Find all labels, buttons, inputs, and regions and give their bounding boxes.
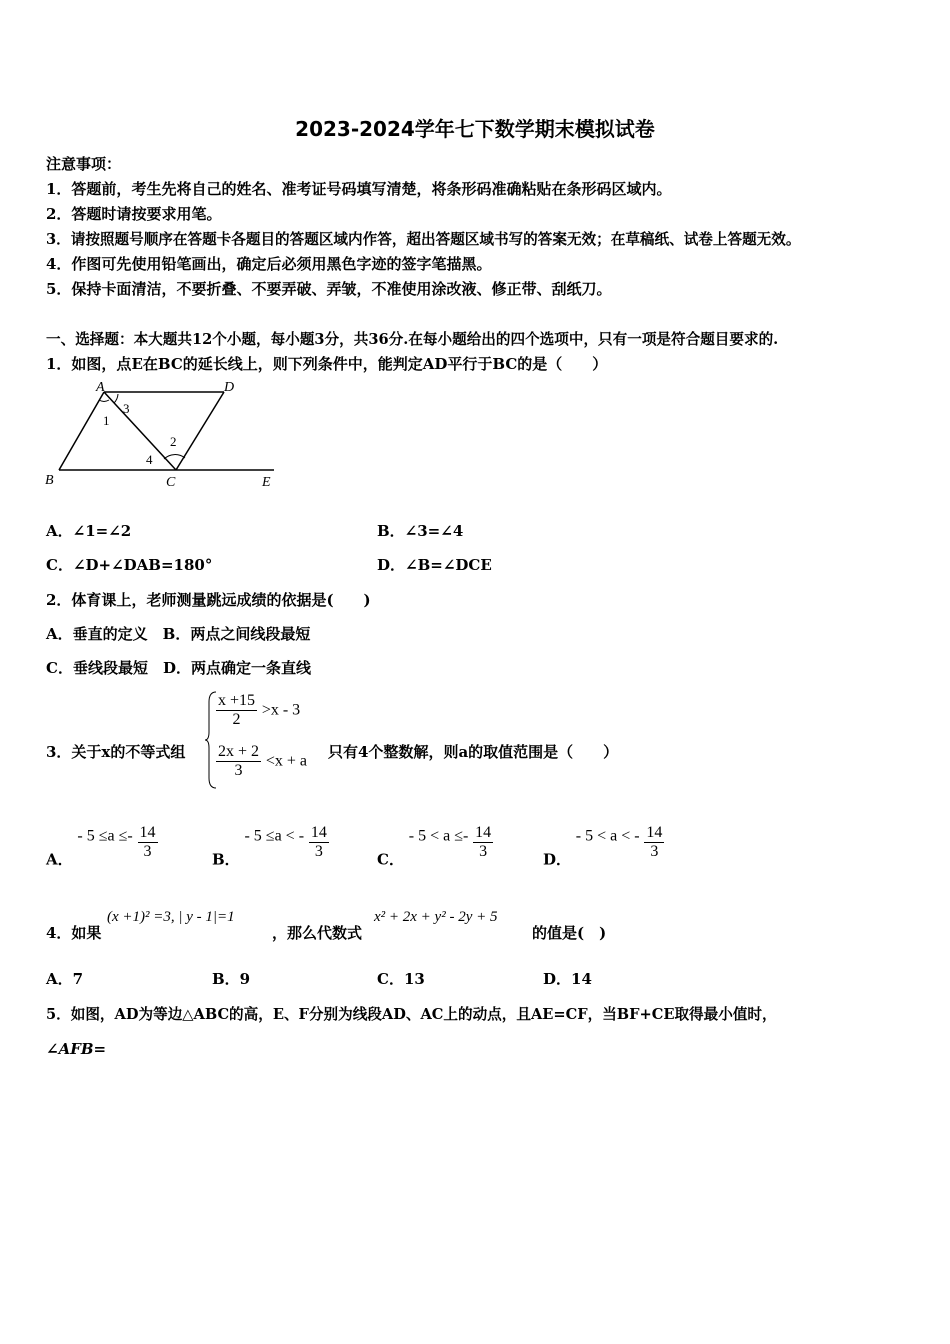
question-4-condition: (x +1)² =3, | y - 1|=1: [107, 909, 235, 925]
figure-angle-2: 2: [170, 434, 177, 449]
notice-heading: 注意事项：: [46, 155, 122, 173]
figure-label-e: E: [262, 475, 271, 490]
question-3-suffix: 只有4个整数解，则a的取值范围是（ ）: [328, 743, 619, 761]
question-1-option-a: A．∠1=∠2: [46, 522, 132, 540]
question-2-stem: 2．体育课上，老师测量跳远成绩的依据是( ): [46, 591, 371, 609]
question-4-option-b: B．9: [212, 970, 251, 988]
question-4-option-a: A．7: [46, 970, 84, 988]
question-4-suffix: 的值是( ): [532, 924, 607, 942]
inequality-1: $\frac{x +15}{2}$ >x - 3: [218, 692, 301, 728]
question-2-options-row2: C．垂线段最短 D．两点确定一条直线: [46, 659, 311, 677]
question-3-option-b: B． - 5 ≤a < - $\frac{14}{3}$: [212, 824, 327, 869]
question-3-option-c: C． - 5 < a ≤- $\frac{14}{3}$: [377, 824, 492, 869]
notice-item: 3．请按照题号顺序在答题卡各题目的答题区域内作答，超出答题区域书写的答案无效；在草稿纸、试卷上答题无效。: [46, 231, 801, 248]
question-2-options-row1: A．垂直的定义 B．两点之间线段最短: [46, 625, 311, 643]
question-4-mid: ，那么代数式: [272, 924, 363, 942]
question-1-option-d: D．∠B=∠DCE: [377, 556, 492, 574]
question-5-stem-line2: ∠AFB=: [46, 1040, 107, 1058]
question-3-prefix: 3．关于x的不等式组: [46, 743, 186, 761]
figure-label-b: B: [45, 473, 54, 488]
page-title: 2023-2024学年七下数学期末模拟试卷: [295, 117, 655, 141]
inequality-2: $\frac{2x + 2}{3}$ <x + a: [218, 743, 307, 779]
figure-angle-4: 4: [146, 452, 153, 467]
notice-item: 1．答题前，考生先将自己的姓名、准考证号码填写清楚，将条形码准确粘贴在条形码区域内。: [46, 180, 672, 198]
question-4-prefix: 4．如果: [46, 924, 102, 942]
figure-label-a: A: [96, 380, 105, 395]
question-1-stem: 1．如图，点E在BC的延长线上，则下列条件中，能判定AD平行于BC的是（ ）: [46, 355, 608, 373]
question-4-expression: x² + 2x + y² - 2y + 5: [374, 909, 498, 925]
question-3-option-d: D． - 5 < a < - $\frac{14}{3}$: [543, 824, 663, 869]
question-3-option-a: A． - 5 ≤a ≤- $\frac{14}{3}$: [46, 824, 156, 869]
question-1-option-c: C．∠D+∠DAB=180°: [46, 556, 213, 574]
notice-item: 5．保持卡面清洁，不要折叠、不要弄破、弄皱，不准使用涂改液、修正带、刮纸刀。: [46, 280, 612, 298]
question-4-option-d: D．14: [543, 970, 592, 988]
question-1-option-b: B．∠3=∠4: [377, 522, 464, 540]
question-4-option-c: C．13: [377, 970, 425, 988]
figure-label-d: D: [224, 380, 235, 395]
question-1-figure: [42, 378, 282, 493]
figure-angle-3: 3: [123, 401, 130, 416]
notice-item: 2．答题时请按要求用笔。: [46, 205, 222, 223]
section-heading: 一、选择题：本大题共12个小题，每小题3分，共36分.在每小题给出的四个选项中，只有一项是符合题目要求的.: [46, 331, 779, 348]
figure-angle-1: 1: [103, 413, 110, 428]
question-5-stem: 5．如图，AD为等边△ABC的高，E、F分别为线段AD、AC上的动点，且AE=CF，当BF+CE取得最小值时，: [46, 1006, 777, 1023]
figure-label-c: C: [166, 475, 176, 490]
notice-item: 4．作图可先使用铅笔画出，确定后必须用黑色字迹的签字笔描黑。: [46, 255, 492, 273]
